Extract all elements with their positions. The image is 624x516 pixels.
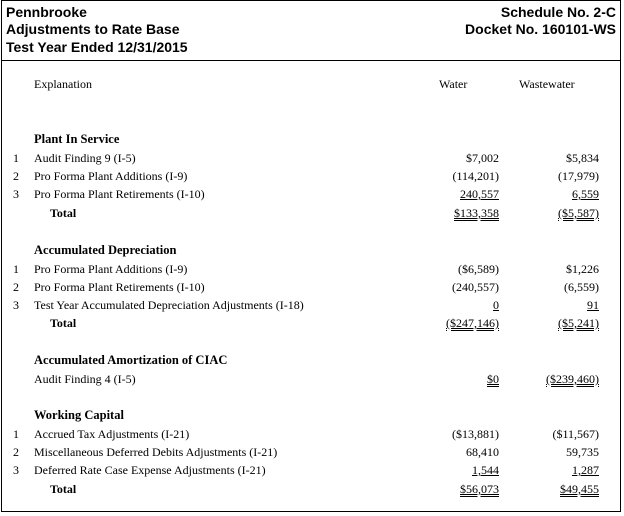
- water-value: 1,544: [472, 463, 499, 477]
- row-label: Deferred Rate Case Expense Adjustments (I-21): [34, 463, 266, 477]
- wastewater-total: ($5,587): [558, 206, 599, 220]
- water-value: 240,557: [460, 187, 499, 201]
- row-label: Pro Forma Plant Retirements (I-10): [34, 280, 205, 294]
- total-label: Total: [50, 482, 77, 496]
- section-title-accumulated-depreciation: Accumulated Depreciation: [34, 243, 177, 257]
- wastewater-value: 91: [587, 298, 599, 312]
- column-header-water: Water: [439, 77, 468, 91]
- wastewater-value: $5,834: [566, 151, 599, 165]
- column-header-wastewater: Wastewater: [519, 77, 575, 91]
- line-number: 2: [13, 280, 19, 294]
- water-total: $56,073: [460, 482, 499, 496]
- wastewater-value: 6,559: [572, 187, 599, 201]
- line-number: 3: [13, 298, 19, 312]
- water-value: (114,201): [452, 169, 499, 183]
- wastewater-value: 59,735: [566, 445, 599, 459]
- row-label: Pro Forma Plant Additions (I-9): [34, 262, 188, 276]
- wastewater-value: (17,979): [558, 169, 599, 183]
- line-number: 3: [13, 463, 19, 477]
- schedule-sheet: [1, 0, 621, 512]
- line-number: 1: [13, 262, 19, 276]
- wastewater-value: $1,226: [566, 262, 599, 276]
- header-divider: [2, 60, 620, 61]
- water-value: $7,002: [466, 151, 499, 165]
- line-number: 3: [13, 187, 19, 201]
- row-label: Pro Forma Plant Additions (I-9): [34, 169, 188, 183]
- schedule-title: Adjustments to Rate Base: [6, 21, 180, 37]
- line-number: 1: [13, 151, 19, 165]
- line-number: 2: [13, 445, 19, 459]
- row-label: Pro Forma Plant Retirements (I-10): [34, 187, 205, 201]
- company-name: Pennbrooke: [6, 4, 87, 20]
- water-value: ($6,589): [458, 262, 499, 276]
- wastewater-value: (6,559): [564, 280, 599, 294]
- column-header-explanation: Explanation: [34, 77, 92, 91]
- wastewater-value: 1,287: [572, 463, 599, 477]
- total-label: Total: [50, 206, 77, 220]
- row-label: Accrued Tax Adjustments (I-21): [34, 427, 190, 441]
- section-title-working-capital: Working Capital: [34, 408, 124, 422]
- water-value: 68,410: [466, 445, 499, 459]
- water-total: $133,358: [454, 206, 499, 220]
- water-value: 0: [493, 298, 499, 312]
- section-title-accumulated-amortization-ciac: Accumulated Amortization of CIAC: [34, 353, 228, 367]
- docket-number: Docket No. 160101-WS: [465, 21, 616, 37]
- row-label: Audit Finding 4 (I-5): [34, 372, 136, 386]
- wastewater-value: ($239,460): [546, 372, 599, 386]
- water-value: (240,557): [452, 280, 499, 294]
- water-total: ($247,146): [446, 316, 499, 330]
- row-label: Miscellaneous Deferred Debits Adjustments (I-21): [34, 445, 278, 459]
- wastewater-value: ($11,567): [552, 427, 599, 441]
- total-label: Total: [50, 316, 77, 330]
- water-value: $0: [487, 372, 499, 386]
- row-label: Audit Finding 9 (I-5): [34, 151, 136, 165]
- wastewater-total: ($5,241): [558, 316, 599, 330]
- row-label: Test Year Accumulated Depreciation Adjustments (I-18): [34, 298, 304, 312]
- line-number: 2: [13, 169, 19, 183]
- water-value: ($13,881): [452, 427, 499, 441]
- test-year-period: Test Year Ended 12/31/2015: [6, 39, 188, 55]
- section-title-plant-in-service: Plant In Service: [34, 132, 120, 146]
- schedule-number: Schedule No. 2-C: [500, 4, 616, 20]
- line-number: 1: [13, 427, 19, 441]
- wastewater-total: $49,455: [560, 482, 599, 496]
